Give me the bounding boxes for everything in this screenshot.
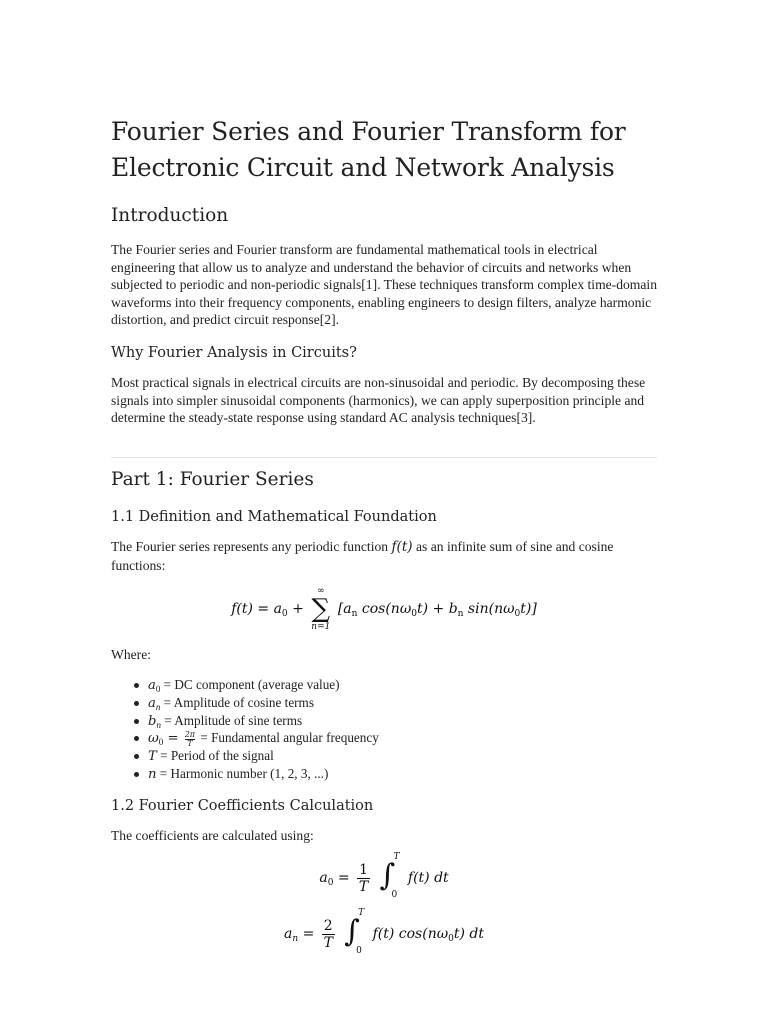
list-item bbox=[148, 747, 648, 765]
a0-lhs: a bbox=[319, 870, 328, 886]
omega-fraction-den: T bbox=[187, 738, 193, 748]
bullet-text: = Fundamental angular frequency bbox=[197, 730, 379, 746]
integral-lower: 0 bbox=[356, 946, 362, 956]
a0-fraction-den: T bbox=[358, 878, 369, 895]
list-item bbox=[148, 765, 648, 783]
bullet-symbol-sub: 0 bbox=[158, 737, 164, 748]
why-paragraph: Most practical signals in electrical circuits are non-sinusoidal and periodic. By decomposing these signals into simpler sinusoidal components (harmonics), we can apply superposition principle and determine the steady-state response using standard AC analysis techniques[3]. bbox=[111, 375, 646, 426]
s11-lead bbox=[111, 538, 659, 574]
coefficient-list bbox=[111, 676, 648, 783]
a0-equals: = bbox=[333, 870, 355, 886]
intro-paragraph: The Fourier series and Fourier transform are fundamental mathematical tools in electrical engineering that allow us to analyze and understand the behavior of circuits and networks when subjected to periodic and non-periodic signals[1]. These techniques transform complex time-domain waveforms into their frequency components, enabling engineers to design filters, analyze harmonic distortion, and predict circuit response[2]. bbox=[111, 242, 657, 328]
a0-fraction bbox=[357, 862, 370, 895]
s11-lead-text-2: as an infinite sum of sine and cosine functions: bbox=[111, 539, 614, 573]
page-title: Fourier Series and Fourier Transform for Electronic Circuit and Network Analysis bbox=[111, 117, 626, 182]
an-equals: = bbox=[298, 926, 319, 942]
formula-lhs: f(t) = a bbox=[231, 601, 282, 617]
omega-fraction bbox=[185, 731, 195, 748]
s12-lead: The coefficients are calculated using: bbox=[111, 828, 314, 843]
an-integrand-end: t) dt bbox=[453, 926, 485, 942]
bullet-text: = Harmonic number (1, 2, 3, ...) bbox=[156, 765, 329, 781]
formula-body-mid2: t) + b bbox=[416, 601, 458, 617]
formula-body-mid3: sin(nω bbox=[467, 601, 515, 617]
formula-lhs-sub: 0 bbox=[281, 609, 288, 619]
an-fraction-num: 2 bbox=[323, 917, 333, 934]
bullet-symbol: a bbox=[148, 678, 156, 693]
summation-sign bbox=[311, 586, 330, 632]
bullet-symbol: T bbox=[148, 749, 157, 765]
list-item bbox=[148, 694, 648, 712]
bullet-symbol-sub: n bbox=[155, 701, 161, 712]
bullet-symbol-sub: 0 bbox=[155, 684, 161, 694]
an-fraction bbox=[322, 918, 335, 951]
intro-heading: Introduction bbox=[111, 205, 229, 226]
formula-body-sub2: 0 bbox=[411, 609, 417, 619]
sigma-symbol: ∑ bbox=[311, 594, 331, 624]
formula-body-end: t)] bbox=[520, 601, 537, 617]
a0-formula bbox=[111, 852, 657, 900]
integral-upper: T bbox=[358, 908, 365, 918]
list-item bbox=[148, 712, 648, 730]
a0-fraction-num: 1 bbox=[359, 861, 368, 878]
formula-body-sub4: 0 bbox=[514, 609, 521, 619]
a0-integrand: f(t) dt bbox=[407, 870, 449, 886]
integral-symbol: ∫ bbox=[344, 914, 360, 949]
bullet-equals: = bbox=[163, 731, 183, 747]
integral-symbol: ∫ bbox=[379, 858, 396, 893]
bullet-text: = DC component (average value) bbox=[160, 677, 340, 692]
integral-lower: 0 bbox=[391, 890, 398, 900]
omega-fraction-num: 2π bbox=[184, 729, 196, 739]
bullet-symbol: ω bbox=[148, 731, 159, 747]
an-integrand-sub: 0 bbox=[448, 934, 454, 944]
an-formula bbox=[111, 908, 657, 956]
formula-body-sub3: n bbox=[457, 609, 464, 619]
part1-heading: Part 1: Fourier Series bbox=[111, 469, 314, 490]
an-integrand: f(t) cos(nω bbox=[372, 926, 449, 942]
where-label: Where: bbox=[111, 647, 151, 662]
list-item bbox=[148, 676, 648, 694]
summation-upper: ∞ bbox=[317, 586, 325, 596]
bullet-text: = Period of the signal bbox=[156, 748, 274, 764]
an-fraction-den: T bbox=[323, 934, 333, 951]
s12-heading: 1.2 Fourier Coefficients Calculation bbox=[111, 798, 374, 814]
fourier-series-formula bbox=[111, 586, 657, 632]
integral-upper: T bbox=[393, 852, 400, 862]
section-divider bbox=[111, 457, 657, 458]
list-item bbox=[148, 729, 648, 747]
a0-lhs-sub: 0 bbox=[327, 878, 334, 888]
why-heading: Why Fourier Analysis in Circuits? bbox=[111, 345, 357, 361]
s11-heading: 1.1 Definition and Mathematical Foundation bbox=[111, 509, 437, 525]
formula-body: [a bbox=[337, 601, 352, 617]
bullet-text: = Amplitude of sine terms bbox=[160, 712, 303, 728]
formula-plus: + bbox=[292, 601, 304, 617]
bullet-symbol: n bbox=[148, 766, 157, 782]
bullet-symbol: b bbox=[148, 713, 157, 729]
summation-lower: n=1 bbox=[311, 622, 331, 632]
integral-sign bbox=[379, 852, 401, 900]
bullet-symbol-sub: n bbox=[156, 719, 161, 730]
an-lhs-sub: n bbox=[292, 934, 299, 944]
f-of-t-math: f(t) bbox=[391, 539, 413, 555]
integral-sign bbox=[344, 908, 366, 956]
bullet-text: = Amplitude of cosine terms bbox=[160, 694, 314, 710]
bullet-symbol: a bbox=[148, 695, 156, 711]
formula-body-sub1: n bbox=[351, 609, 358, 619]
formula-body-mid: cos(nω bbox=[361, 601, 412, 617]
s11-lead-text: The Fourier series represents any periodic function bbox=[111, 539, 389, 554]
an-lhs: a bbox=[283, 926, 293, 942]
